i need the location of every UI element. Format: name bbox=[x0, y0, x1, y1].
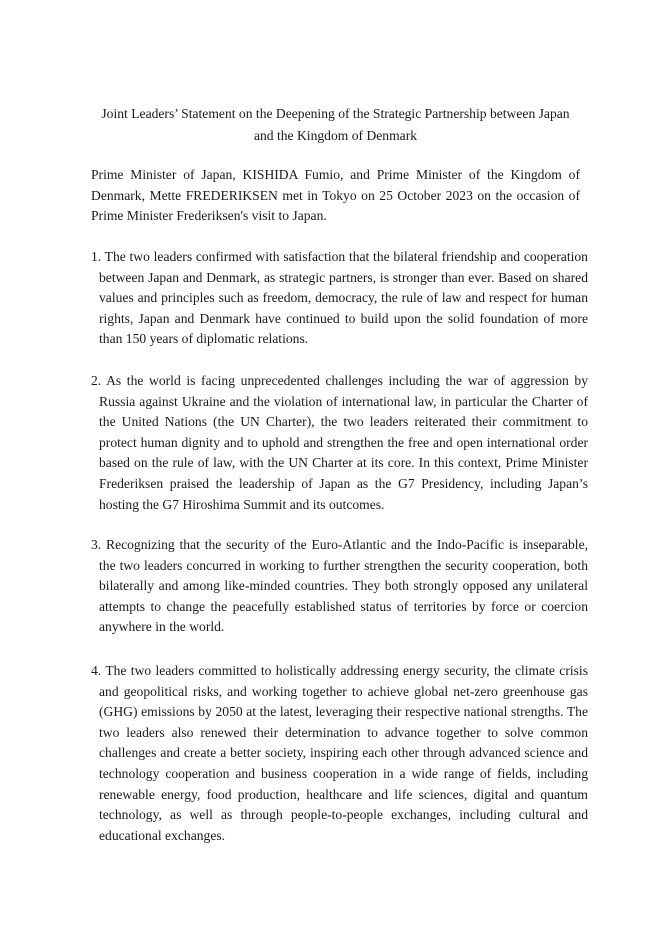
paragraph-4 bbox=[91, 661, 588, 846]
paragraph-1 bbox=[91, 247, 588, 350]
paragraph-3 bbox=[91, 535, 588, 638]
paragraph-text: The two leaders confirmed with satisfaction that the bilateral friendship and cooperation between Japan and Denmark, as strategic partners, is stronger than ever. Based on shared values and principles such as freedom, democracy, the rule of law and respect for human rights, Japan and Denmark have continued to build upon the solid foundation of more than 150 years of diplomatic relations. bbox=[99, 249, 588, 347]
paragraph-number: 4. bbox=[91, 663, 106, 678]
title-line-2: and the Kingdom of Denmark bbox=[253, 127, 418, 143]
intro-paragraph: Prime Minister of Japan, KISHIDA Fumio, and Prime Minister of the Kingdom of Denmark, Mette FREDERIKSEN met in Tokyo on 25 October 2023 on the occasion of Prime Minister Frederiksen's visit to Japan. bbox=[91, 167, 580, 224]
paragraph-text: Recognizing that the security of the Euro-Atlantic and the Indo-Pacific is inseparable, the two leaders concurred in working to further strengthen the security cooperation, both bilaterally and among like-minded countries. They both strongly opposed any unilateral attempts to change the peacefully established status of territories by force or coercion anywhere in the world. bbox=[99, 537, 589, 635]
document-title bbox=[90, 103, 581, 146]
paragraph-number: 3. bbox=[91, 537, 106, 552]
paragraph-text: The two leaders committed to holistically addressing energy security, the climate crisis and geopolitical risks, and working together to achieve global net-zero greenhouse gas (GHG) emissions by 2050 at the latest, leveraging their respective national strengths. The two leaders also renewed their determination to advance together to solve common challenges and create a better society, inspiring each other through advanced science and technology cooperation and business cooperation in a wide range of fields, including renewable energy, food production, healthcare and life sciences, digital and quantum technology, as well as through people-to-people exchanges, including cultural and educational exchanges. bbox=[99, 663, 589, 843]
paragraph-number: 2. bbox=[91, 373, 107, 388]
paragraph-text: As the world is facing unprecedented challenges including the war of aggression by Russia against Ukraine and the violation of international law, in particular the Charter of the United Nations (the UN Charter), the two leaders reiterated their commitment to protect human dignity and to uphold and strengthen the free and open international order based on the rule of law, with the UN Charter at its core. In this context, Prime Minister Frederiksen praised the leadership of Japan as the G7 Presidency, including Japan’s hosting the G7 Hiroshima Summit and its outcomes. bbox=[99, 373, 588, 512]
title-line-1: Joint Leaders’ Statement on the Deepening of the Strategic Partnership between Japan bbox=[101, 106, 570, 121]
paragraph-number: 1. bbox=[91, 249, 105, 264]
paragraph-2 bbox=[91, 371, 588, 515]
